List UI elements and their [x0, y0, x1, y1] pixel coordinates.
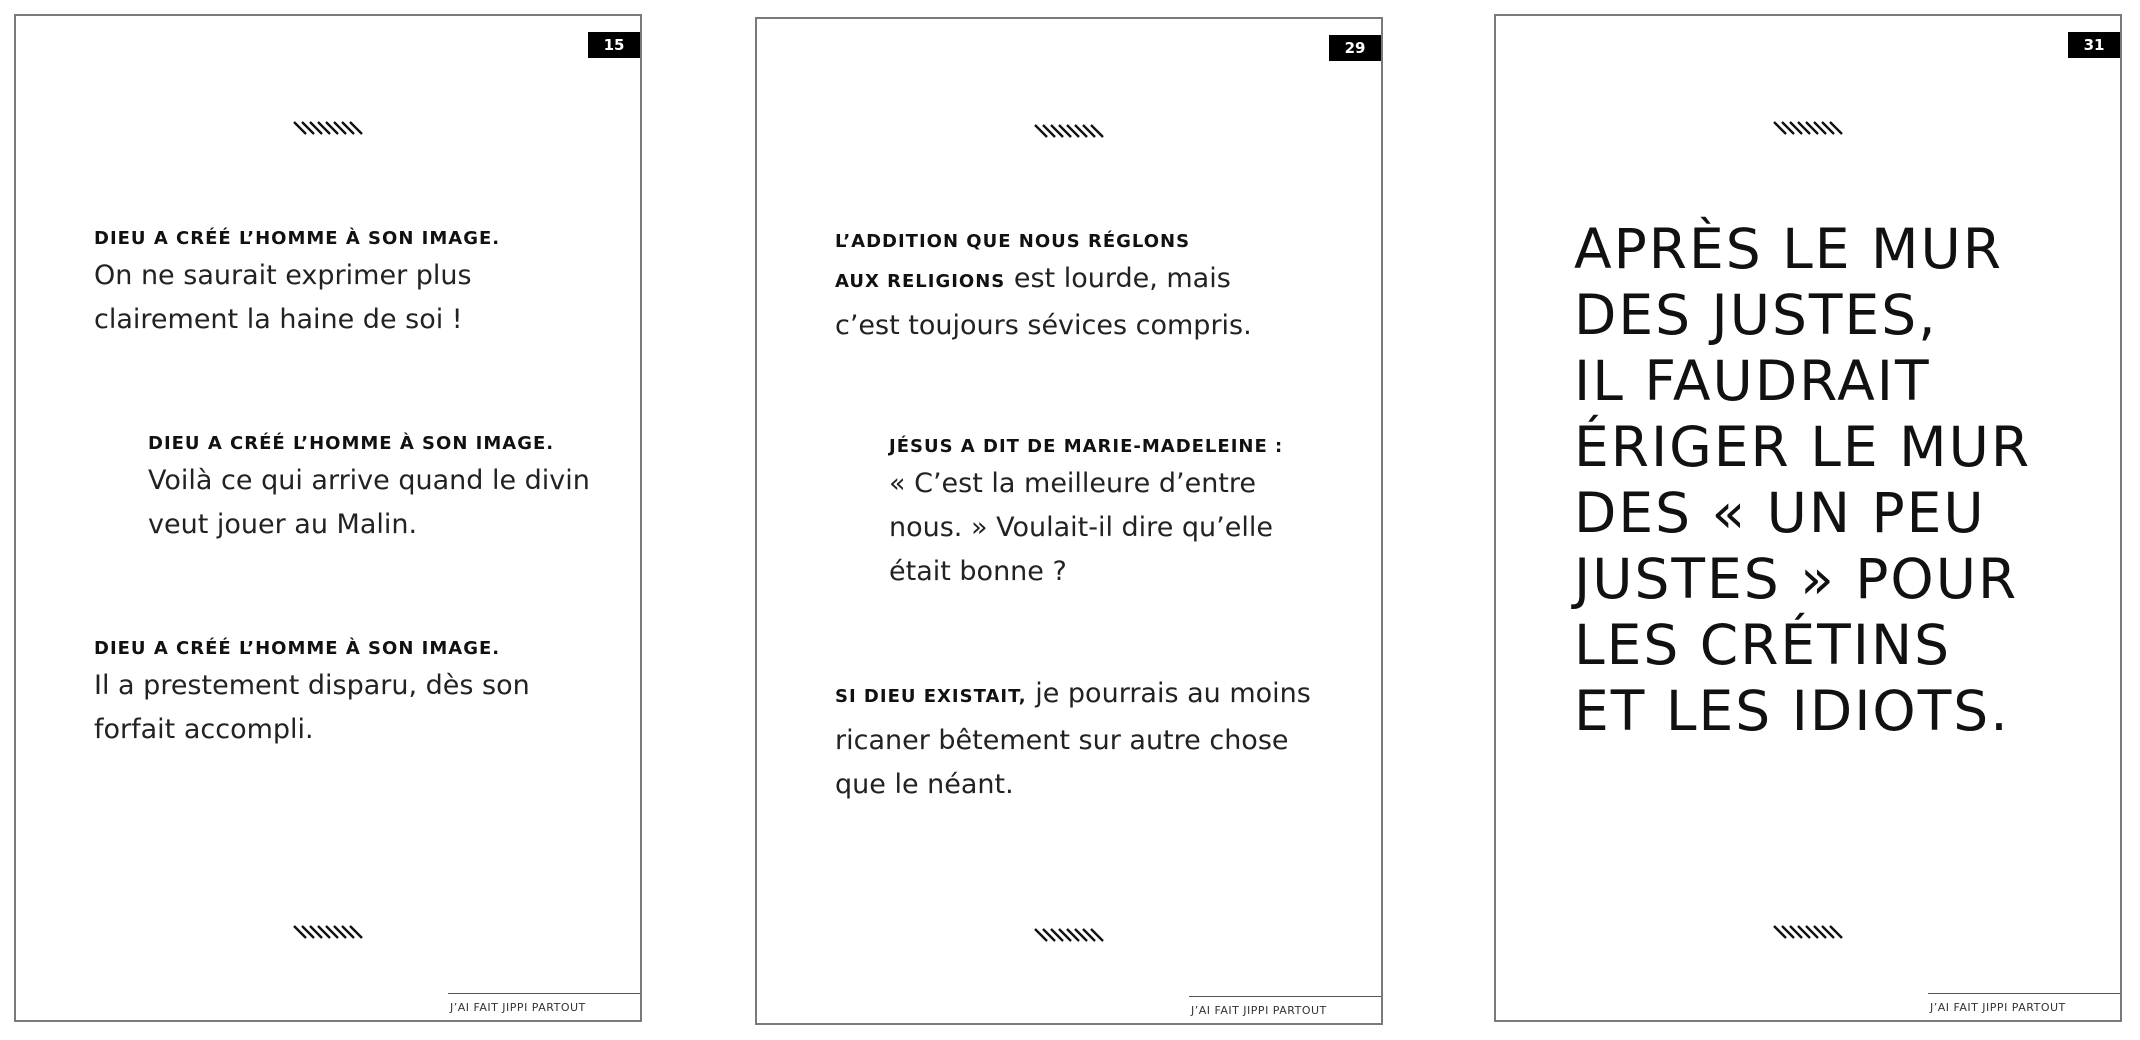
aphorism-block: [835, 227, 1252, 348]
aphorism-kicker: JÉSUS A DIT DE MARIE-MADELEINE :: [889, 436, 1284, 457]
footer-rule: [448, 993, 640, 994]
page-29: [755, 17, 1383, 1025]
aphorism-kicker-inline: SI DIEU EXISTAIT,: [835, 686, 1027, 707]
footer-rule: [1928, 993, 2120, 994]
featured-quote-line: DES « UN PEU: [1574, 481, 1986, 545]
hatched-divider-icon: [1033, 927, 1107, 943]
aphorism-line: était bonne ?: [889, 556, 1067, 587]
aphorism-kicker: DIEU A CRÉÉ L’HOMME À SON IMAGE.: [94, 228, 501, 249]
aphorism-block: [94, 634, 530, 752]
footer-rule: [1189, 996, 1381, 997]
aphorism-line: « C’est la meilleure d’entre: [889, 468, 1257, 499]
aphorism-block: [889, 432, 1283, 594]
page-number: 29: [1329, 35, 1381, 61]
aphorism-line: [835, 672, 1311, 719]
page-number: 31: [2068, 32, 2120, 58]
aphorism-inline-text: est lourde, mais: [1005, 263, 1231, 294]
featured-quote-line: DES JUSTES,: [1574, 283, 1938, 347]
hatched-divider-icon: [1033, 123, 1107, 139]
featured-quote-line: ÉRIGER LE MUR: [1574, 415, 2032, 479]
running-footer: J’AI FAIT JIPPI PARTOUT: [1930, 1001, 2066, 1014]
featured-quote: [1574, 216, 2031, 744]
featured-quote-line: LES CRÉTINS: [1574, 613, 1952, 677]
page-15: [14, 14, 642, 1022]
aphorism-inline-text: je pourrais au moins: [1026, 678, 1311, 709]
aphorism-line: clairement la haine de soi !: [94, 304, 463, 335]
featured-quote-line: ET LES IDIOTS.: [1574, 679, 2010, 743]
aphorism-kicker: DIEU A CRÉÉ L’HOMME À SON IMAGE.: [148, 433, 555, 454]
aphorism-kicker-inline: AUX RELIGIONS: [835, 271, 1006, 292]
aphorism-block: [148, 429, 590, 547]
aphorism-line: On ne saurait exprimer plus: [94, 260, 472, 291]
aphorism-kicker: DIEU A CRÉÉ L’HOMME À SON IMAGE.: [94, 638, 501, 659]
aphorism-block: [835, 672, 1311, 807]
page-31: [1494, 14, 2122, 1022]
featured-quote-line: IL FAUDRAIT: [1574, 349, 1931, 413]
hatched-divider-icon: [1772, 120, 1846, 136]
aphorism-block: [94, 224, 500, 342]
hatched-divider-icon: [292, 924, 366, 940]
aphorism-line: ricaner bêtement sur autre chose: [835, 725, 1289, 756]
aphorism-line: forfait accompli.: [94, 714, 314, 745]
aphorism-line: Il a prestement disparu, dès son: [94, 670, 530, 701]
aphorism-line: que le néant.: [835, 769, 1014, 800]
hatched-divider-icon: [292, 120, 366, 136]
running-footer: J’AI FAIT JIPPI PARTOUT: [450, 1001, 586, 1014]
running-footer: J’AI FAIT JIPPI PARTOUT: [1191, 1004, 1327, 1017]
aphorism-line: Voilà ce qui arrive quand le divin: [148, 465, 590, 496]
aphorism-line: nous. » Voulait-il dire qu’elle: [889, 512, 1273, 543]
hatched-divider-icon: [1772, 924, 1846, 940]
aphorism-line: c’est toujours sévices compris.: [835, 310, 1252, 341]
featured-quote-line: JUSTES » POUR: [1574, 547, 2019, 611]
aphorism-line: [835, 257, 1252, 304]
aphorism-kicker: L’ADDITION QUE NOUS RÉGLONS: [835, 231, 1191, 252]
aphorism-line: veut jouer au Malin.: [148, 509, 418, 540]
featured-quote-line: APRÈS LE MUR: [1574, 217, 2003, 281]
page-number: 15: [588, 32, 640, 58]
